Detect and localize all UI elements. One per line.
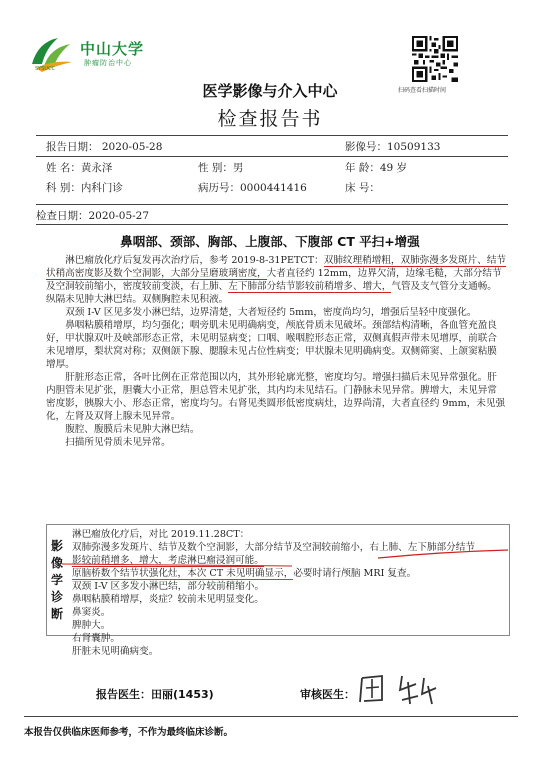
qr-caption: 扫码查看扫描时间 xyxy=(398,87,447,94)
exam-title: 鼻咽部、颈部、胸部、上腹部、下腹部 CT 平扫+增强 xyxy=(120,234,420,249)
bed-number: 床 号： xyxy=(345,182,380,194)
impression-line: 鼻窦炎。 xyxy=(72,607,111,618)
patient-name: 姓 名：黄永泽 xyxy=(46,162,113,174)
case-number: 病历号：0000441416 xyxy=(198,182,307,194)
report-date: 报告日期： 2020-05-28 xyxy=(46,141,163,153)
impression-line: 右肾囊肿。 xyxy=(72,633,120,644)
highlight-impression-blue: 原脑桥数个结节状强化灶，本次 CT 未见明确显示， xyxy=(72,568,294,579)
findings-paragraph-lung: 淋巴瘤放化疗后复发再次治疗后，参考 2019-8-31PETCT：双肺纹理稍增粗，双肺弥漫多发斑片、结节状稍高密度影及数个空洞影，大部分呈磨玻璃密度，大者直径约 12mm，边界欠清，边缘毛糙，大部分结节及空洞较前缩小，密度较前变淡，右上肺、左下肺部分结节影较前稍增多、增大，气管及支气管分支通畅。纵隔未见肿大淋巴结。双侧胸腔未见积液。 xyxy=(46,255,507,305)
impression-line: 原脑桥数个结节状强化灶，本次 CT 未见明确显示，必要时请行颅脑 MRI 复查。 xyxy=(72,568,417,579)
report-title: 检查报告书 xyxy=(217,108,323,130)
findings-paragraph-abdomen: 肝脏形态正常，各叶比例在正常范围以内，其外形轮廓光整，密度均匀。增强扫描后未见异常强化。肝内胆管未见扩张，胆囊大小正常，胆总管未见扩张，其内均未见结石。门静脉未见异常。脾增大，未见异常密度影，胰腺大小、形态正常，密度均匀。右肾见类圆形低密度病灶，边界尚清，大者直径约 9mm，未见强化，左肾及双肾上腺未见异常。 xyxy=(46,372,506,422)
divider-footer xyxy=(24,716,518,717)
patient-age: 年 龄：49 岁 xyxy=(345,162,408,174)
reviewer-label: 审核医生： xyxy=(300,688,355,701)
image-number: 影像号：10509133 xyxy=(345,141,441,153)
findings-paragraph-neck-nodes: 双颈 I-V 区见多发小淋巴结，边界清楚，大者短径约 5mm，密度尚均匀，增强后呈轻中度强化。 xyxy=(65,307,477,318)
findings-paragraph-nasopharynx: 鼻咽粘膜稍增厚，均匀强化；咽旁肌未见明确病变，颅底骨质未见破坏。颈部结构清晰，各血管充盈良好，甲状腺双叶及峡部形态正常，未见明显病变；口咽、喉咽腔形态正常，双侧真假声带未见增厚，前联合未见增厚，梨状窝对称；双侧颌下腺、腮腺未见占位性病变；甲状腺未见明确病变。双侧筛窦、上颌窦粘膜增厚。 xyxy=(46,320,497,370)
qr-code-icon[interactable] xyxy=(412,36,458,82)
divider-exam xyxy=(36,224,508,225)
center-title: 医学影像与介入中心 xyxy=(202,82,338,100)
impression-line: 鼻咽粘膜稍增厚，炎症？较前未见明显变化。 xyxy=(72,594,264,605)
impression-line: 肝脏未见明确病变。 xyxy=(72,646,159,657)
findings-paragraph-lymph: 腹腔、腹膜后未见肿大淋巴结。 xyxy=(65,424,200,435)
hospital-name: 中山大学 xyxy=(80,40,145,58)
hospital-abbrev: SYSUCC xyxy=(35,66,56,72)
highlight-lung-1: 双肺纹理稍增粗，双肺弥漫多发斑片、结节状稍高密度影及数个空洞影，大部分呈磨玻璃密度， xyxy=(46,255,507,279)
impression-line: 双肺弥漫多发斑片、结节及数个空洞影，大部分结节及空洞较前缩小，右上肺、左下肺部分结节 xyxy=(72,542,475,553)
findings-section xyxy=(46,254,506,449)
reviewer-signature xyxy=(352,670,442,708)
divider-top xyxy=(36,135,508,136)
department: 科 别：内科门诊 xyxy=(46,182,123,194)
disclaimer: 本报告仅供临床医师参考，不作为最终临床诊断。 xyxy=(24,727,234,738)
divider-info xyxy=(36,156,508,157)
highlight-lung-2: 左下肺部分结节影较前稍增多、增大， xyxy=(228,281,392,292)
impression-label: 影 像 学 诊 断 xyxy=(50,539,63,621)
highlight-impression-red: 影较前稍增多、增大，考虑淋巴瘤浸润可能。 xyxy=(72,555,264,566)
impression-line: 双颈 I-V 区多发小淋巴结，部分较前稍缩小。 xyxy=(72,581,265,592)
divider-middle xyxy=(36,204,508,205)
patient-sex: 性 别：男 xyxy=(198,162,244,174)
impression-line: 脾肿大。 xyxy=(72,620,111,631)
exam-date: 检查日期：2020-05-27 xyxy=(36,210,150,222)
hospital-subname: 肿瘤防治中心 xyxy=(84,59,132,67)
findings-paragraph-bone: 扫描所见骨质未见异常。 xyxy=(65,437,171,448)
report-doctor: 报告医生：田丽(1453) xyxy=(96,688,214,701)
impression-line: 淋巴瘤放化疗后，对比 2019.11.28CT： xyxy=(72,529,250,540)
hand-annotation-lines xyxy=(60,548,510,570)
